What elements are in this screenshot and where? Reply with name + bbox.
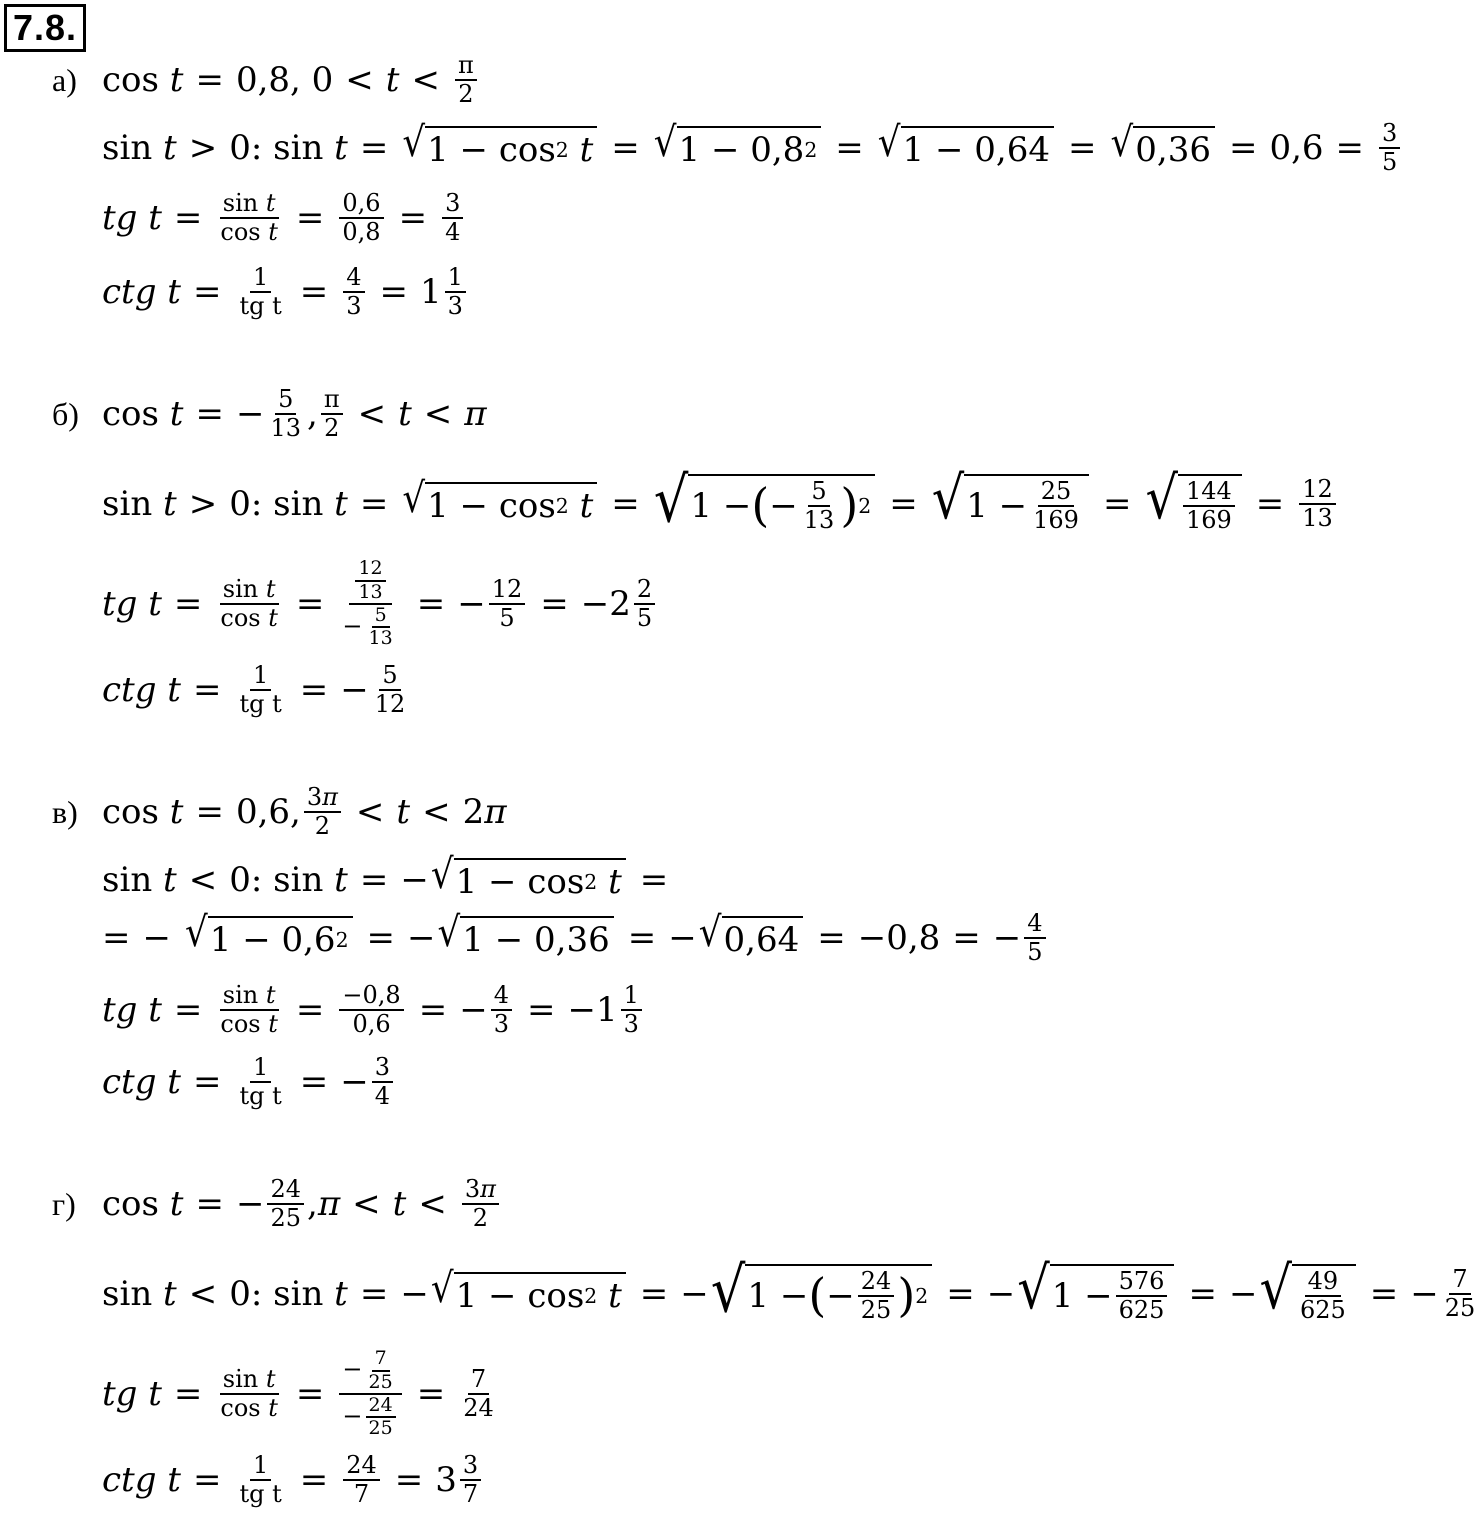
problem-number: 7.8. <box>4 4 86 52</box>
part-g-condition: cos t = − $\frac{24}{25}$ , π < t < $\frac{3\pi}{2}$ <box>102 1164 502 1244</box>
part-v-label: в) <box>52 793 78 830</box>
part-a-condition: cos t = 0,8, 0 < t < $\frac{\pi}{2}$ <box>102 40 480 120</box>
part-g-label: г) <box>52 1185 76 1222</box>
part-g-ctg: ctg t = $\frac{1}{\text{tg t}}$ = $\frac{24}{7}$ = 3 $\frac{3}{7}$ <box>102 1440 484 1520</box>
part-v-condition: cos t = 0,6, $\frac{3\pi}{2}$ < t < 2 π <box>102 783 507 840</box>
part-v-sin-1: sin t < 0: sin t = − √ 1 − cos 2 t = <box>102 851 669 902</box>
part-a-tg: tg t = $\frac{\text{sin t}}{\text{cos t}}$ = $\frac{0,6}{0,8}$ = $\frac{3}{4}$ <box>102 178 466 258</box>
part-b-ctg: ctg t = $\frac{1}{\text{tg t}}$ = − $\frac{5}{12}$ <box>102 661 406 718</box>
part-g-sin: sin t < 0: sin t = − √ 1 − cos 2 t = − √ 1 − ( − $\frac{24}{25}$ ) 2 = − √ 1 − $\frac{576}{625}$ = − √ $\frac{49}{625}$ = − $\frac{7}{25}$ <box>102 1253 1476 1327</box>
part-b-sin: sin t > 0: sin t = √ 1 − cos 2 t = √ 1 − ( − $\frac{5}{13}$ ) 2 = √ 1 − $\frac{25}{169}$ = √ $\frac{144}{169}$ = $\frac{12}{13}$ <box>102 464 1339 544</box>
part-v-ctg: ctg t = $\frac{1}{\text{tg t}}$ = − $\frac{3}{4}$ <box>102 1042 396 1122</box>
part-b-label: б) <box>52 395 79 432</box>
part-v-tg: tg t = $\frac{\text{sin t}}{\text{cos t}}$ = $\frac{-0,8}{0,6}$ = − $\frac{4}{3}$ = −1 $\frac{1}{3}$ <box>102 970 645 1050</box>
part-a-ctg: ctg t = $\frac{1}{\text{tg t}}$ = $\frac{4}{3}$ = 1 $\frac{1}{3}$ <box>102 252 469 332</box>
part-v-sin-2: = − √ 1 − 0,6 2 = − √ 1 − 0,36 = − √ 0,64 = −0,8 = − $\frac{4}{5}$ <box>102 898 1049 978</box>
part-b-tg: tg t = $\frac{\text{sin t}}{\text{cos t}}$ = $\frac{12}{13}$ − $\frac{5}{13}$ = − $\frac{12}{5}$ = −2 $\frac{2}{5}$ <box>102 564 658 644</box>
part-a-sin: sin t > 0: sin t = √ 1 − cos 2 t = √ 1 − 0,8 2 = √ 1 − 0,64 = √ 0,36 = 0,6 = $\frac{3}{5}$ <box>102 108 1403 188</box>
part-a-label: а) <box>52 61 77 98</box>
part-g-tg: tg t = $\frac{\text{sin t}}{\text{cos t}}$ = − $\frac{7}{25}$ − $\frac{24}{25}$ = $\frac{7}{24}$ <box>102 1347 494 1440</box>
part-b-condition: cos t = − $\frac{5}{13}$ , $\frac{\pi}{2}$ < t < π <box>102 385 487 442</box>
